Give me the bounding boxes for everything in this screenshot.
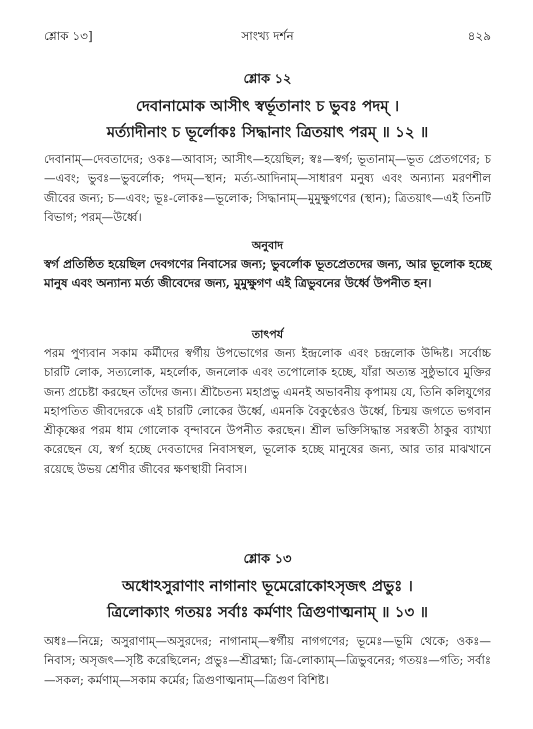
sloka-13-synonyms: অধঃ—নিম্নে; অসুরাণাম্‌—অসুরদের; নাগানাম্‌—স্বর্গীয় নাগগণের; ভূমেঃ—ভূমি থেকে; ওকঃ—নিবাস; অসৃজৎ—সৃষ্টি করেছিলেন; প্রভুঃ—শ্রীব্রহ্মা; ত্রি-লোক্যাম্‌—ত্রিভুবনের; গতয়ঃ—গতি; সর্বাঃ—সকল; কর্মণাম্‌—সকাম কর্মের; ত্রিগুণাত্মনাম্‌—ত্রিগুণ বিশিষ্ট। <box>44 634 491 687</box>
header-chapter-title: সাংখ্য দর্শন <box>241 29 294 43</box>
sloka-13-verse-line-1: অধোঽসুরাণাং নাগানাং ভূমেরোকোঽসৃজৎ প্রভুঃ । <box>122 577 413 595</box>
page-number: ৪২৯ <box>467 29 491 43</box>
sloka-12-purport: পরম পুণ্যবান সকাম কর্মীদের স্বর্গীয় উপভোগের জন্য ইন্দ্রলোক এবং চন্দ্রলোক উদ্দিষ্ট। সর্বোচ্চ চারটি লোক, সত্যলোক, মহর্লোক, জনলোক এবং তপোলোক হচ্ছে, যাঁরা অত্যন্ত সুষ্ঠুভাবে মুক্তির জন্য প্রচেষ্টা করছেন তাঁদের জন্য। শ্রীচৈতন্য মহাপ্রভু এমনই অভাবনীয় কৃপাময় যে, তিনি কলিযুগের মহাপতিত জীবদেরকে এই চারটি লোকের উর্ধ্বে, এমনকি বৈকুণ্ঠেরও উর্ধ্বে, চিন্ময় জগতে ভগবান শ্রীকৃষ্ণের পরম ধাম গোলোক বৃন্দাবনে উপনীত করছেন। শ্রীল ভক্তিসিদ্ধান্ত সরস্বতী ঠাকুর ব্যাখ্যা করেছেন যে, স্বর্গ হচ্ছে দেবতাদের নিবাসস্থল, ভূলোক হচ্ছে মানুষের জন্য, আর তার মাঝখানে রয়েছে উভয় শ্রেণীর জীবের ক্ষণস্থায়ী নিবাস। <box>44 346 491 476</box>
sloka-12-verse-line-1: দেবানামোক আসীৎ স্বর্ভূতানাং চ ভুবঃ পদম্‌ । <box>135 97 400 115</box>
sloka-13-verse-line-2: ত্রিলোক্যাং গতয়ঃ সর্বাঃ কর্মণাং ত্রিগুণাত্মনাম্‌ ॥ ১৩ ॥ <box>107 603 428 621</box>
translation-heading: অনুবাদ <box>251 239 284 252</box>
sloka-12-title: শ্লোক ১২ <box>243 72 292 87</box>
sloka-12-synonyms: দেবানাম্‌—দেবতাদের; ওকঃ—আবাস; আসীৎ—হয়েছিল; স্বঃ—স্বর্গ; ভূতানাম্‌—ভূত প্রেতগণের; চ—এবং; ভুবঃ—ভুবর্লোক; পদম্‌—স্থান; মর্ত্য-আদিনাম্‌—সাধারণ মনুষ্য এবং অন্যান্য মরণশীল জীবের জন্য; চ—এবং; ভূঃ-লোকঃ—ভূলোক; সিদ্ধানাম্‌—মুমুক্ষুগণের (স্থান); ত্রিতয়াৎ—এই তিনটি বিভাগ; পরম্‌—উর্ধ্বে। <box>44 152 491 224</box>
header-verse-ref: শ্লোক ১৩] <box>44 29 93 43</box>
running-header <box>44 30 491 46</box>
sloka-12-translation: স্বর্গ প্রতিষ্ঠিত হয়েছিল দেবগণের নিবাসের জন্য; ভুবর্লোক ভূতপ্রেতদের জন্য, আর ভূলোক হচ্ছে মানুষ এবং অন্যান্য মর্ত্য জীবেদের জন্য, মুমুক্ষুগণ এই ত্রিভুবনের উর্ধ্বে উপনীত হন। <box>44 257 491 291</box>
sloka-12-verse-line-2: মর্ত্যাদীনাং চ ভূর্লোকঃ সিদ্ধানাং ত্রিতয়াৎ পরম্‌ ॥ ১২ ॥ <box>106 123 429 141</box>
purport-heading: তাৎপর্য <box>251 328 284 341</box>
sloka-13-title: শ্লোক ১৩ <box>243 552 292 567</box>
